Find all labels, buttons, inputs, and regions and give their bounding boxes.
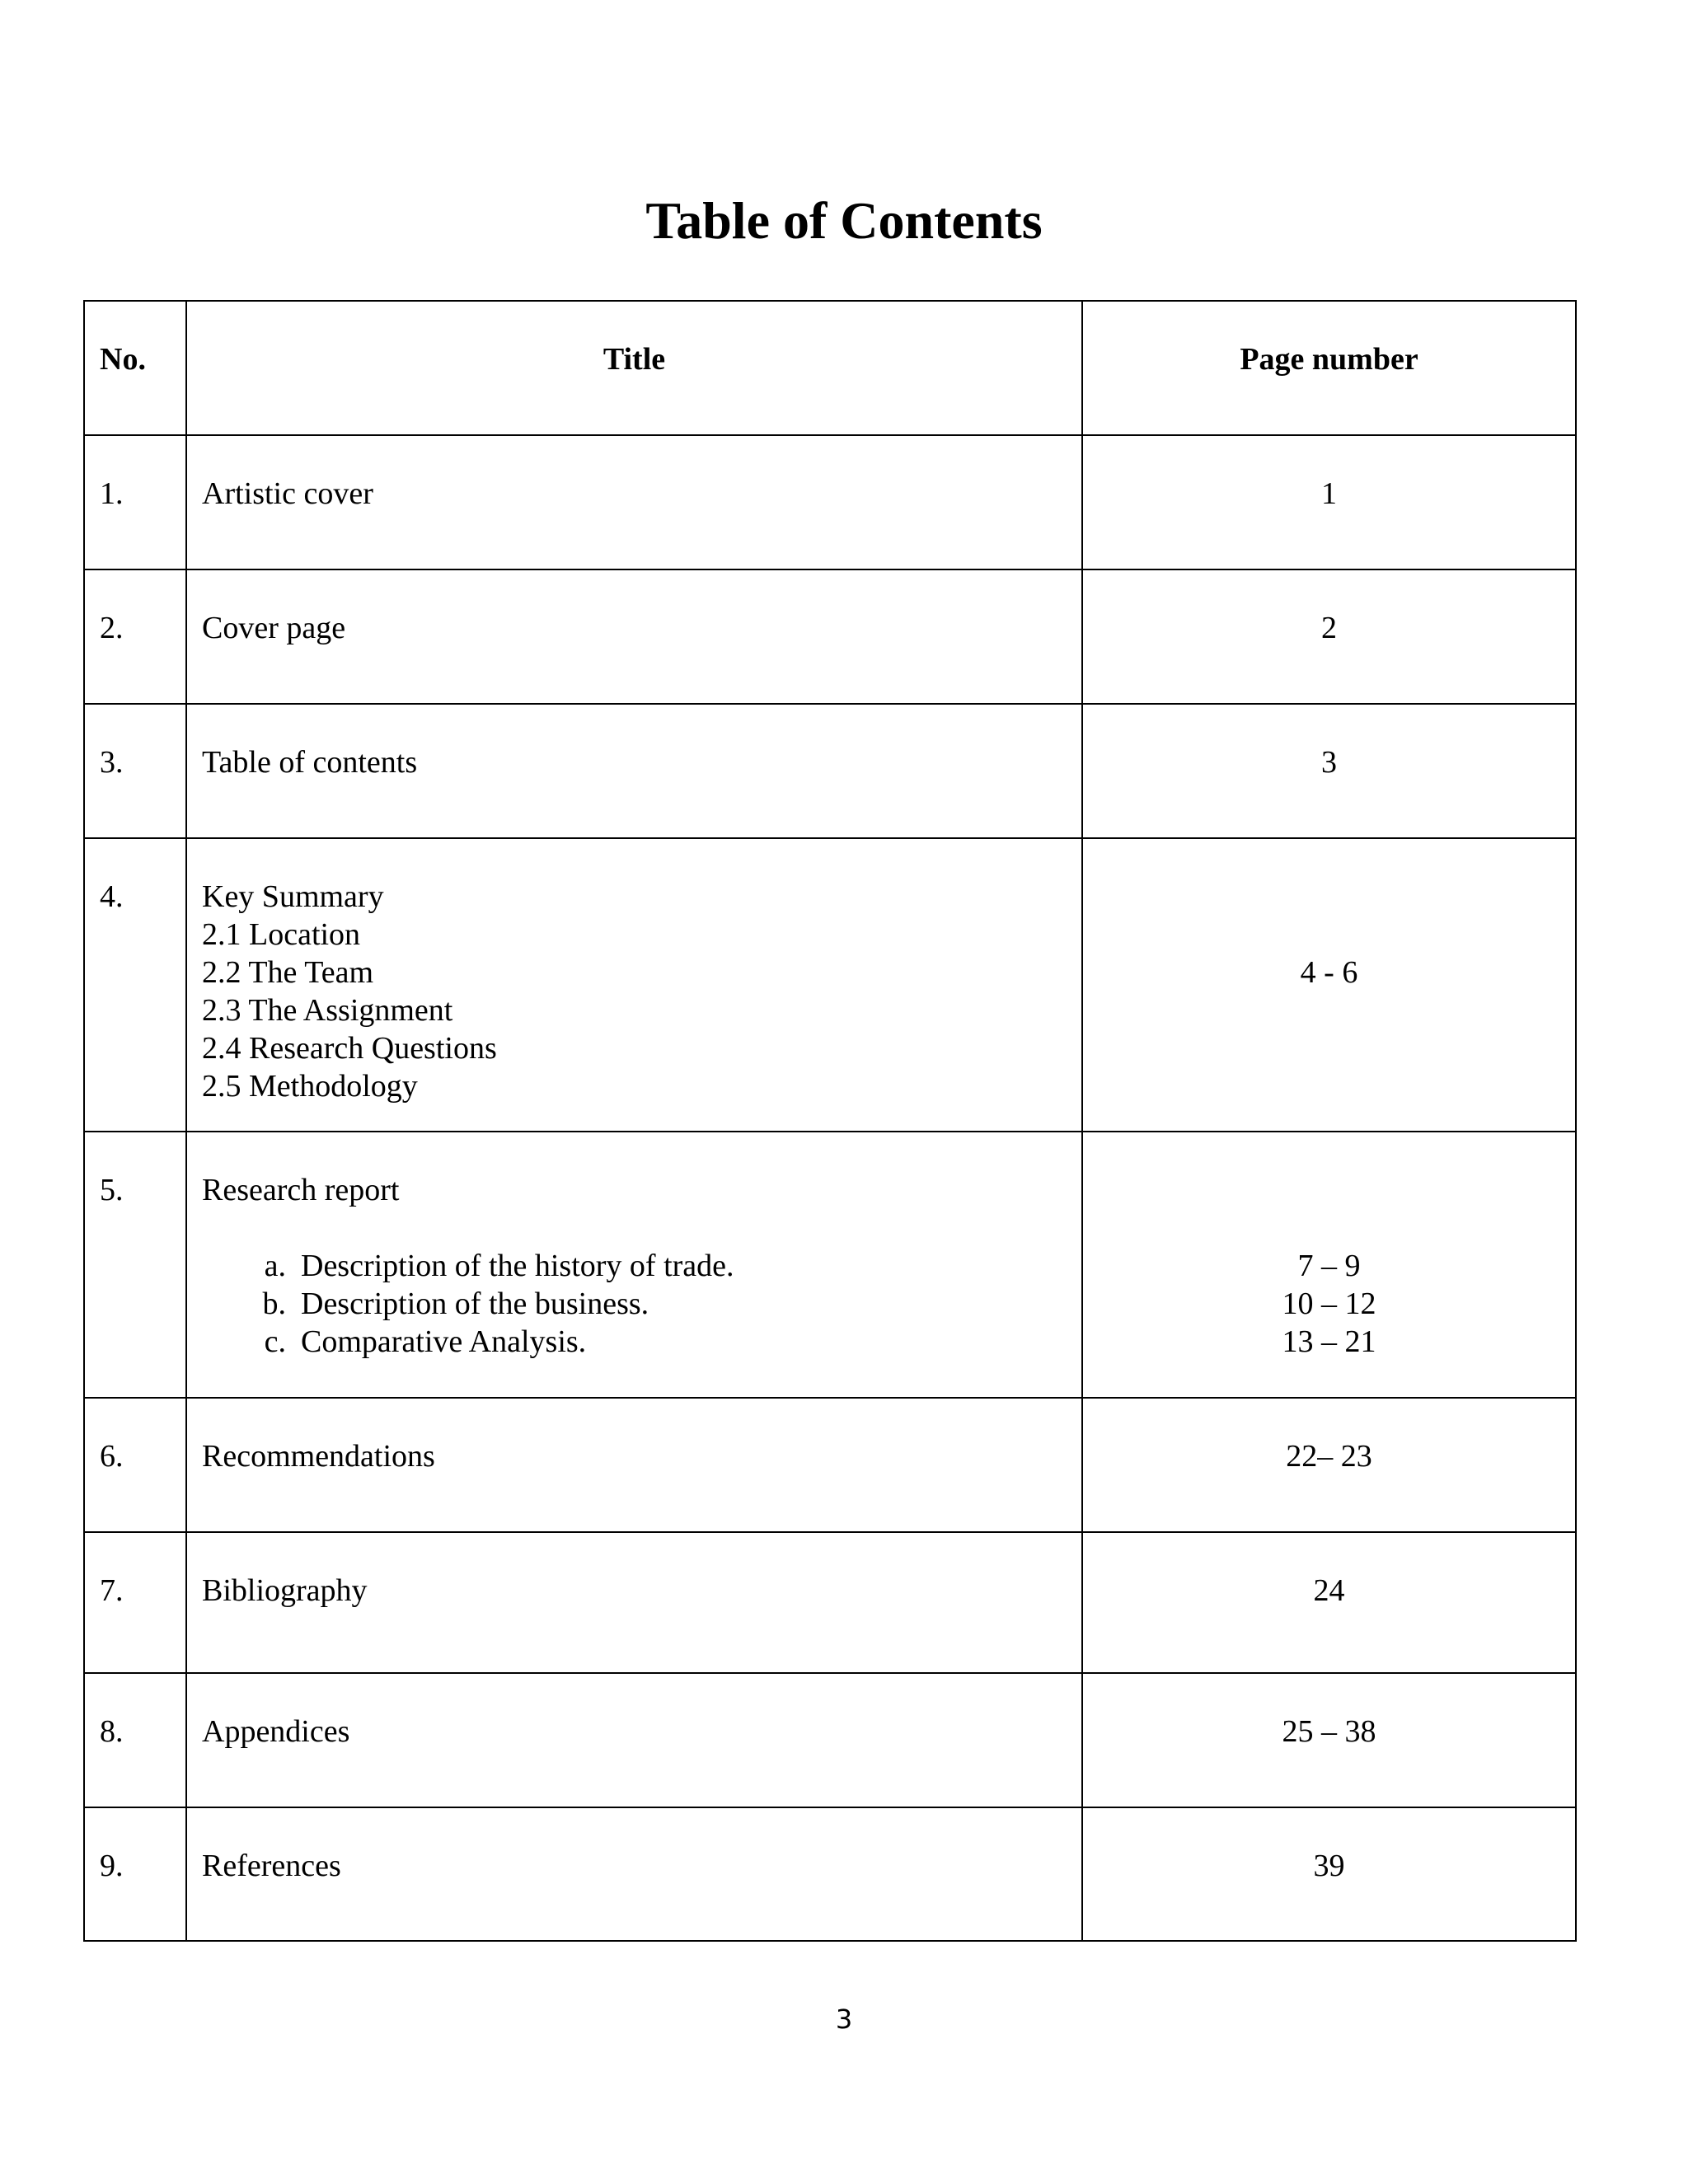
row-page: 4 - 6 bbox=[1082, 838, 1576, 1132]
page-number: 3 bbox=[835, 2004, 853, 2035]
row-title: Table of contents bbox=[186, 704, 1082, 838]
row-title: Recommendations bbox=[186, 1398, 1082, 1532]
table-row bbox=[84, 1398, 1576, 1532]
list-item bbox=[251, 1323, 1067, 1361]
item-page: 13 – 21 bbox=[1282, 1324, 1376, 1359]
table-row bbox=[84, 1807, 1576, 1941]
table-header-row bbox=[84, 301, 1576, 435]
toc-table bbox=[83, 300, 1577, 1942]
row-title bbox=[186, 1132, 1082, 1398]
list-item bbox=[251, 1247, 1067, 1285]
row-no: 6. bbox=[84, 1398, 186, 1532]
subsection-title: 2.1 Location bbox=[202, 917, 361, 952]
table-row bbox=[84, 1673, 1576, 1807]
subsection-title: 2.3 The Assignment bbox=[202, 993, 453, 1028]
subsection-title: 2.5 Methodology bbox=[202, 1069, 418, 1104]
row-title: References bbox=[186, 1807, 1082, 1941]
item-page: 7 – 9 bbox=[1297, 1249, 1361, 1283]
list-item-text: Comparative Analysis. bbox=[301, 1324, 587, 1359]
row-no: 1. bbox=[84, 435, 186, 569]
row-no: 9. bbox=[84, 1807, 186, 1941]
header-no: No. bbox=[84, 301, 186, 435]
row-page: 2 bbox=[1082, 569, 1576, 704]
list-marker: a. bbox=[264, 1249, 286, 1283]
list-marker: b. bbox=[262, 1286, 286, 1321]
row-no: 3. bbox=[84, 704, 186, 838]
header-title: Title bbox=[186, 301, 1082, 435]
row-no: 2. bbox=[84, 569, 186, 704]
row-no: 7. bbox=[84, 1532, 186, 1673]
list-item bbox=[251, 1285, 1067, 1323]
table-row bbox=[84, 1532, 1576, 1673]
subsection-title: 2.4 Research Questions bbox=[202, 1031, 497, 1066]
table-row bbox=[84, 1132, 1576, 1398]
row-page: 1 bbox=[1082, 435, 1576, 569]
section-title: Research report bbox=[202, 1173, 400, 1207]
row-no: 5. bbox=[84, 1132, 186, 1398]
list-item-text: Description of the history of trade. bbox=[301, 1249, 734, 1283]
item-page: 10 – 12 bbox=[1282, 1286, 1376, 1321]
row-page bbox=[1082, 1132, 1576, 1398]
subsection-title: 2.2 The Team bbox=[202, 955, 374, 990]
list-item-text: Description of the business. bbox=[301, 1286, 649, 1321]
list-marker: c. bbox=[264, 1324, 286, 1359]
row-no: 8. bbox=[84, 1673, 186, 1807]
row-title: Cover page bbox=[186, 569, 1082, 704]
section-title: Key Summary bbox=[202, 879, 384, 914]
row-title: Artistic cover bbox=[186, 435, 1082, 569]
row-page: 25 – 38 bbox=[1082, 1673, 1576, 1807]
table-row bbox=[84, 838, 1576, 1132]
row-page: 22– 23 bbox=[1082, 1398, 1576, 1532]
row-title: Appendices bbox=[186, 1673, 1082, 1807]
row-no: 4. bbox=[84, 838, 186, 1132]
sub-list bbox=[202, 1247, 1067, 1361]
row-page: 24 bbox=[1082, 1532, 1576, 1673]
row-page: 39 bbox=[1082, 1807, 1576, 1941]
row-title bbox=[186, 838, 1082, 1132]
row-title: Bibliography bbox=[186, 1532, 1082, 1673]
page-title: Table of Contents bbox=[645, 191, 1043, 250]
header-page-number: Page number bbox=[1082, 301, 1576, 435]
row-page: 3 bbox=[1082, 704, 1576, 838]
table-row bbox=[84, 704, 1576, 838]
table-row bbox=[84, 569, 1576, 704]
table-row bbox=[84, 435, 1576, 569]
